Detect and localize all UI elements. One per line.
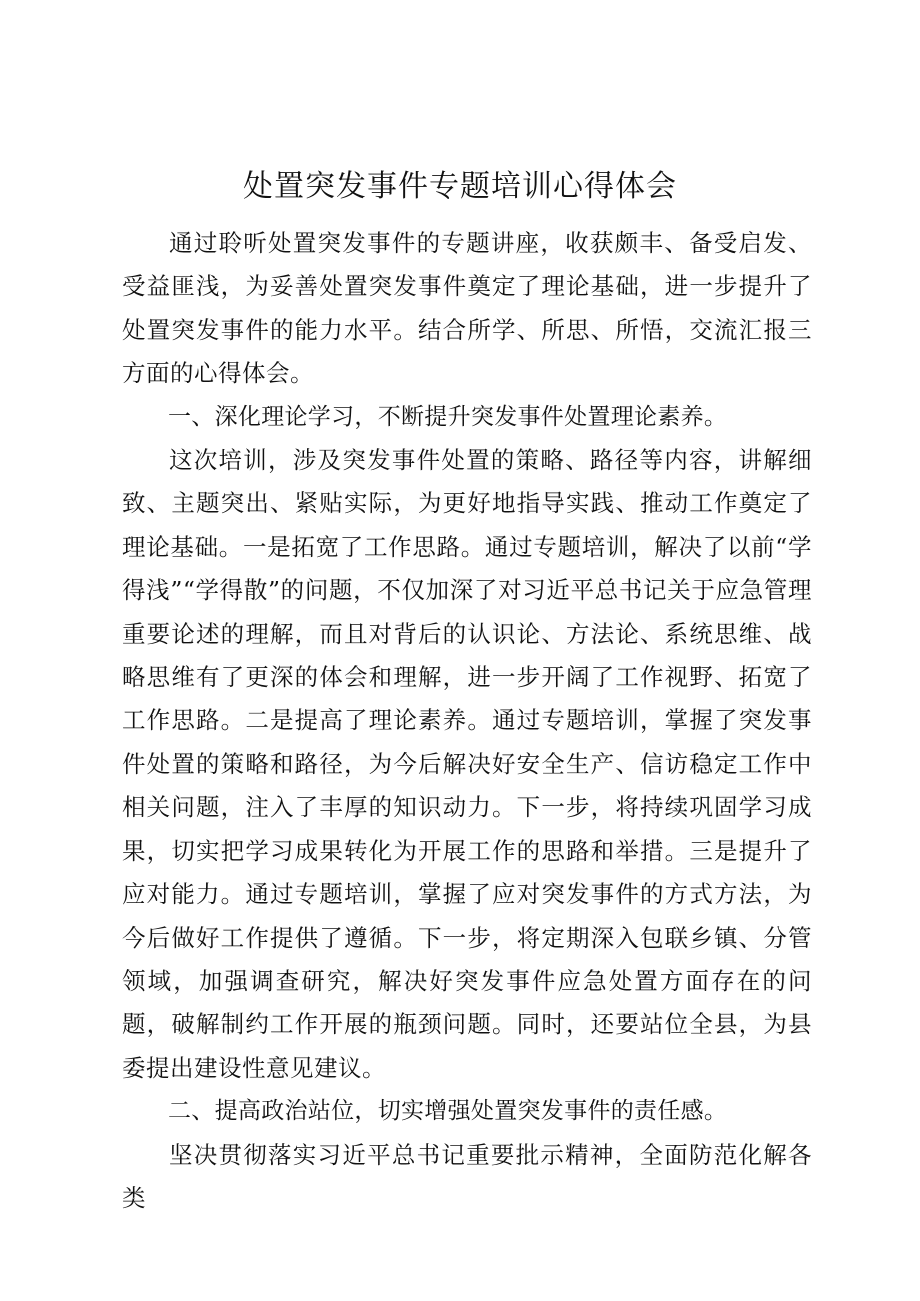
document-body (122, 222, 812, 1220)
section-heading-2: 二、提高政治站位，切实增强处置突发事件的责任感。 (168, 1098, 728, 1125)
section-2-paragraph: 坚决贯彻落实习近平总书记重要批示精神，全面防范化解各类 (122, 1140, 812, 1212)
section-heading-1: 一、深化理论学习，不断提升突发事件处置理论素养。 (168, 403, 728, 430)
intro-paragraph: 通过聆听处置突发事件的专题讲座，收获颇丰、备受启发、受益匪浅，为妥善处置突发事件奠定了理论基础，进一步提升了处置突发事件的能力水平。结合所学、所思、所悟，交流汇报三方面的心得体会。 (122, 229, 812, 388)
section-1-paragraph: 这次培训，涉及突发事件处置的策略、路径等内容，讲解细致、主题突出、紧贴实际，为更好地指导实践、推动工作奠定了理论基础。一是拓宽了工作思路。通过专题培训，解决了以前“学得浅”“学得散”的问题，不仅加深了对习近平总书记关于应急管理重要论述的理解，而且对背后的认识论、方法论、系统思维、战略思维有了更深的体会和理解，进一步开阔了工作视野、拓宽了工作思路。二是提高了理论素养。通过专题培训，掌握了突发事件处置的策略和路径，为今后解决好安全生产、信访稳定工作中相关问题，注入了丰厚的知识动力。下一步，将持续巩固学习成果，切实把学习成果转化为开展工作的思路和举措。三是提升了应对能力。通过专题培训，掌握了应对突发事件的方式方法，为今后做好工作提供了遵循。下一步，将定期深入包联乡镇、分管领域，加强调查研究，解决好突发事件应急处置方面存在的问题，破解制约工作开展的瓶颈问题。同时，还要站位全县，为县委提出建设性意见建议。 (122, 446, 812, 1082)
document-title: 处置突发事件专题培训心得体会 (243, 169, 677, 204)
